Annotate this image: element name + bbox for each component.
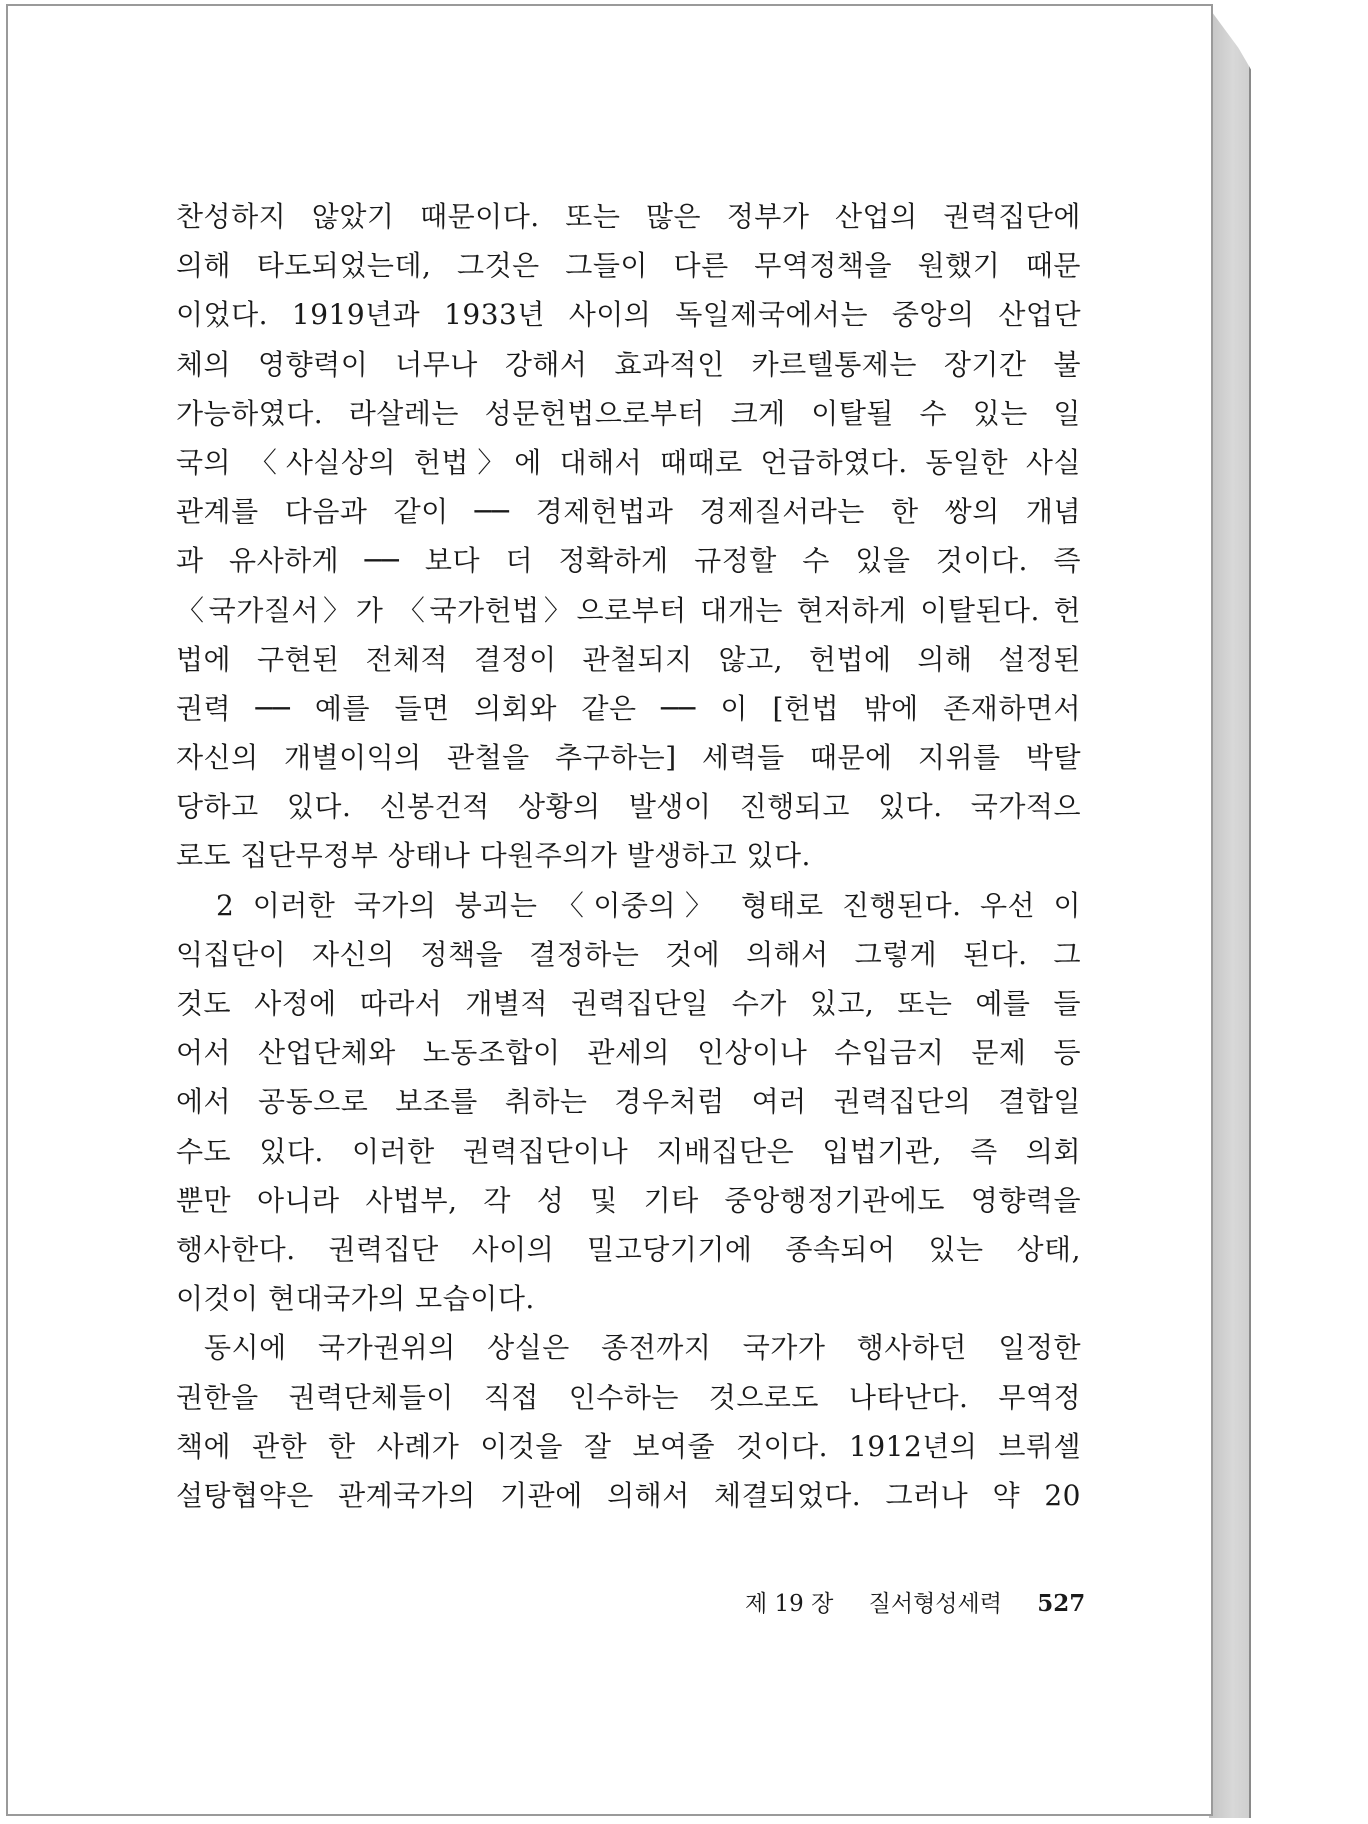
text-line: 관계를 다음과 같이 ── 경제헌법과 경제질서라는 한 쌍의 개념 <box>176 495 1081 529</box>
text-line: 권한을 권력단체들이 직접 인수하는 것으로도 나타난다. 무역정 <box>176 1380 1081 1414</box>
text-line: 가능하였다. 라살레는 성문헌법으로부터 크게 이탈될 수 있는 일 <box>176 396 1081 430</box>
text-line: 것도 사정에 따라서 개별적 권력집단일 수가 있고, 또는 예를 들 <box>176 987 1081 1020</box>
numbered-paragraph-start: 2 이러한 국가의 붕괴는 〈이중의〉 형태로 진행된다. 우선 이 <box>216 888 1081 922</box>
text-line: 이었다. 1919년과 1933년 사이의 독일제국에서는 중앙의 산업단 <box>176 298 1081 332</box>
text-line: 찬성하지 않았기 때문이다. 또는 많은 정부가 산업의 권력집단에 <box>176 200 1081 233</box>
text-line: 뿐만 아니라 사법부, 각 성 및 기타 중앙행정기관에도 영향력을 <box>176 1183 1081 1217</box>
paragraph-last-line: 이것이 현대국가의 모습이다. <box>176 1282 535 1316</box>
text-line: 국의 〈사실상의 헌법〉에 대해서 때때로 언급하였다. 동일한 사실 <box>176 445 1081 479</box>
body-text <box>176 192 1081 1520</box>
paragraph-last-line: 로도 집단무정부 상태나 다원주의가 발생하고 있다. <box>176 839 811 873</box>
text-line: 〈국가질서〉가 〈국가헌법〉으로부터 대개는 현저하게 이탈된다. 헌 <box>176 593 1081 627</box>
text-line: 수도 있다. 이러한 권력집단이나 지배집단은 입법기관, 즉 의회 <box>176 1134 1081 1168</box>
text-line: 의해 타도되었는데, 그것은 그들이 다른 무역정책을 원했기 때문 <box>176 249 1081 283</box>
text-line: 체의 영향력이 너무나 강해서 효과적인 카르텔통제는 장기간 불 <box>176 347 1081 381</box>
book-page-edge <box>1209 8 1251 1818</box>
text-line: 책에 관한 한 사례가 이것을 잘 보여줄 것이다. 1912년의 브뤼셀 <box>176 1429 1081 1463</box>
text-line: 에서 공동으로 보조를 취하는 경우처럼 여러 권력집단의 결합일 <box>176 1085 1081 1119</box>
text-line: 익집단이 자신의 정책을 결정하는 것에 의해서 그렇게 된다. 그 <box>176 937 1081 971</box>
text-line: 권력 ── 예를 들면 의회와 같은 ── 이 [헌법 밖에 존재하면서 <box>176 691 1081 725</box>
text-line: 당하고 있다. 신봉건적 상황의 발생이 진행되고 있다. 국가적으 <box>176 790 1081 824</box>
chapter-label: 제 19 장 <box>745 1591 834 1617</box>
chapter-title: 질서형성세력 <box>868 1591 1002 1617</box>
running-footer <box>745 1585 1085 1618</box>
text-line: 자신의 개별이익의 관철을 추구하는] 세력들 때문에 지위를 박탈 <box>176 741 1081 775</box>
text-line: 과 유사하게 ── 보다 더 정확하게 규정할 수 있을 것이다. 즉 <box>176 544 1081 578</box>
text-line: 어서 산업단체와 노동조합이 관세의 인상이나 수입금지 문제 등 <box>176 1036 1081 1070</box>
page-number: 527 <box>1037 1590 1086 1617</box>
text-line: 설탕협약은 관계국가의 기관에 의해서 체결되었다. 그러나 약 20 <box>176 1478 1081 1512</box>
paragraph-start: 동시에 국가권위의 상실은 종전까지 국가가 행사하던 일정한 <box>204 1331 1081 1365</box>
text-line: 행사한다. 권력집단 사이의 밀고당기기에 종속되어 있는 상태, <box>176 1232 1081 1266</box>
text-line: 법에 구현된 전체적 결정이 관철되지 않고, 헌법에 의해 설정된 <box>176 642 1081 676</box>
